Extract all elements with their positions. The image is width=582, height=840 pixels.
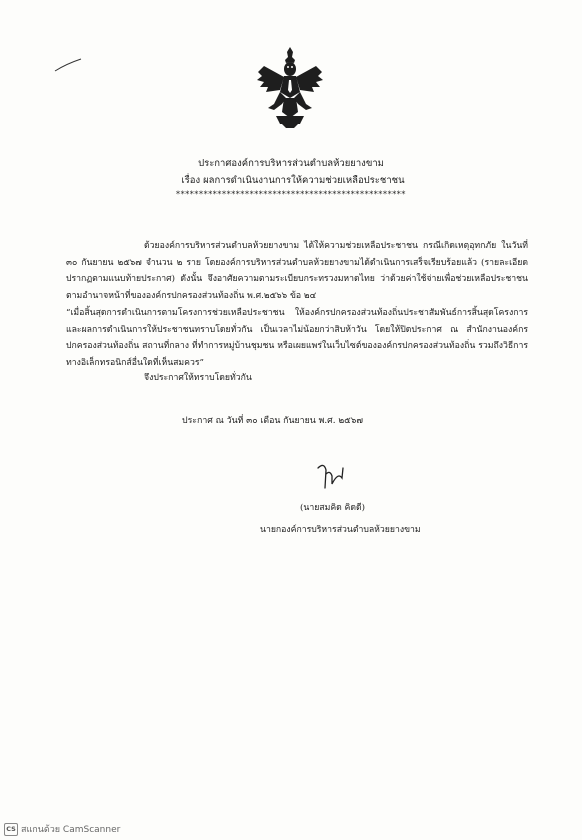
separator-line: ************************************************** (176, 190, 406, 199)
pen-mark (54, 58, 82, 72)
signer-name: (นายสมคิด คิดดี) (300, 503, 366, 513)
camscanner-logo-icon: CS (4, 823, 18, 836)
document-header (0, 155, 582, 201)
closing-statement: จึงประกาศให้ทราบโดยทั่วกัน (144, 373, 252, 383)
scanner-watermark-text: สแกนด้วย CamScanner (21, 825, 121, 835)
garuda-emblem-icon (256, 46, 324, 128)
announcement-title: ประกาศองค์การบริหารส่วนตำบลห้วยยางขาม (198, 158, 384, 169)
announcement-date: ประกาศ ณ วันที่ ๓๐ เดือน กันยายน พ.ศ. ๒๕๖๗ (182, 416, 364, 426)
signer-title: นายกองค์การบริหารส่วนตำบลห้วยยางขาม (260, 525, 421, 535)
signature (312, 460, 358, 490)
quoted-regulation: “เมื่อสิ้นสุดการดำเนินการตามโครงการช่วยเหลือประชาชน ให้องค์กรปกครองส่วนท้องถิ่นประชาสัมพันธ์การสิ้นสุดโครงการและผลการดำเนินการให้ประชาชนทราบโดยทั่วกัน เป็นเวลาไม่น้อยกว่าสิบห้าวัน โดยให้ปิดประกาศ ณ สำนักงานองค์กรปกครองส่วนท้องถิ่น สถานที่กลาง ที่ทำการหมู่บ้านชุมชน หรือเผยแพร่ในเว็บไซต์ขององค์กรปกครองส่วนท้องถิ่น รวมถึงวิธีการทางอิเล็กทรอนิกส์อื่นใดที่เห็นสมควร” (66, 307, 528, 368)
body-paragraph: ด้วยองค์การบริหารส่วนตำบลห้วยยางขาม ได้ให้ความช่วยเหลือประชาชน กรณีเกิดเหตุอุทกภัย ในวันที่ ๓๐ กันยายน ๒๕๖๗ จำนวน ๒ ราย โดยองค์การบริหารส่วนตำบลห้วยยางขามได้ดำเนินการเสร็จเรียบร้อยแล้ว (รายละเอียดปรากฏตามแนบท้ายประกาศ) ดังนั้น จึงอาศัยความตามระเบียบกระทรวงมหาดไทย ว่าด้วยค่าใช้จ่ายเพื่อช่วยเหลือประชาชนตามอำนาจหน้าที่ขององค์กรปกครองส่วนท้องถิ่น พ.ศ.๒๕๖๖ ข้อ ๒๔ (66, 241, 528, 302)
document-body (66, 238, 528, 372)
announcement-subject: เรื่อง ผลการดำเนินงานการให้ความช่วยเหลือประชาชน (181, 175, 405, 186)
scanner-watermark (4, 822, 120, 836)
